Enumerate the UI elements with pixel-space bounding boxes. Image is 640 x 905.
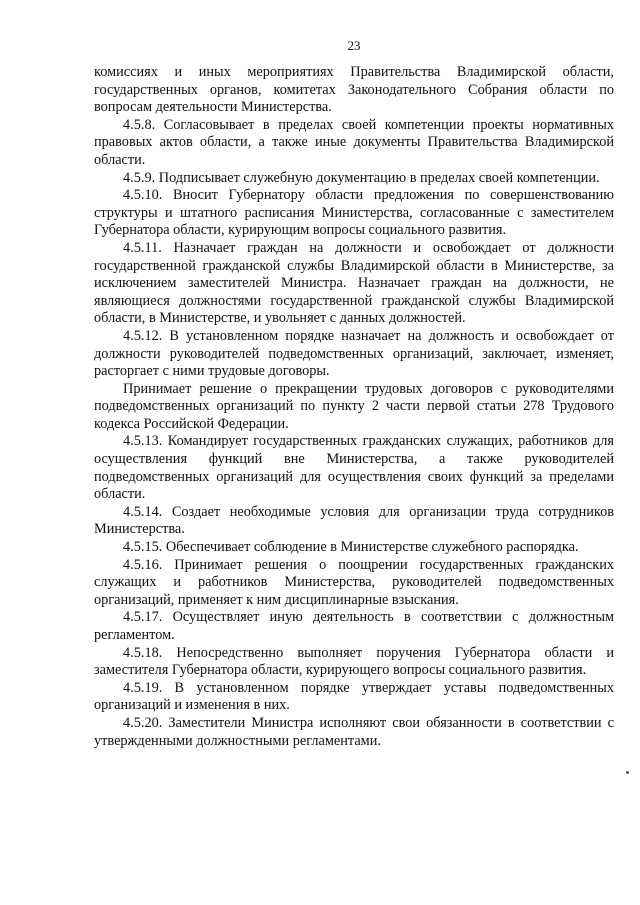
paragraph-4-5-14: 4.5.14. Создает необходимые условия для организации труда сотрудников Министерства. [94, 503, 614, 538]
paragraph-4-5-18: 4.5.18. Непосредственно выполняет поручения Губернатора области и заместителя Губернатора области, курирующего вопросы социального развития. [94, 644, 614, 679]
paragraph-4-5-19: 4.5.19. В установленном порядке утверждает уставы подведомственных организаций и изменения в них. [94, 679, 614, 714]
paragraph-4-5-8: 4.5.8. Согласовывает в пределах своей компетенции проекты нормативных правовых актов области, а также иные документы Правительства Владимирской области. [94, 116, 614, 168]
paragraph-4-5-10: 4.5.10. Вносит Губернатору области предложения по совершенствованию структуры и штатного расписания Министерства, согласованные с заместителем Губернатора области, курирующим вопросы социального развития. [94, 187, 614, 239]
paragraph-4-5-20: 4.5.20. Заместители Министра исполняют свои обязанности в соответствии с утвержденными должностными регламентами. [94, 714, 614, 749]
paragraph-continuation: комиссиях и иных мероприятиях Правительства Владимирской области, государственных органов, комитетах Законодательного Собрания области по вопросам деятельности Министерства. [94, 64, 614, 116]
paragraph-4-5-11: 4.5.11. Назначает граждан на должности и освобождает от должности государственной гражданской службы Владимирской области в Министерстве, за исключением заместителей Министра. Назначает граждан на должности, не являющиеся должностями государственной гражданской службы Владимирской области, в Министерстве, и увольняет с данных должностей. [94, 239, 614, 327]
paragraph-4-5-12-termination: Принимает решение о прекращении трудовых договоров с руководителями подведомственных организаций по пункту 2 части первой статьи 278 Трудового кодекса Российской Федерации. [94, 380, 614, 432]
paragraph-4-5-12: 4.5.12. В установленном порядке назначает на должность и освобождает от должности руководителей подведомственных организаций, заключает, изменяет, расторгает с ними трудовые договоры. [94, 327, 614, 380]
paragraph-4-5-9: 4.5.9. Подписывает служебную документацию в пределах своей компетенции. [123, 169, 600, 186]
paragraph-4-5-17: 4.5.17. Осуществляет иную деятельность в соответствии с должностным регламентом. [94, 609, 614, 643]
paragraph-4-5-15: 4.5.15. Обеспечивает соблюдение в Министерстве служебного распорядка. [123, 539, 579, 556]
page-number: 23 [347, 38, 361, 53]
paragraph-4-5-16: 4.5.16. Принимает решения о поощрении государственных гражданских служащих и работников Министерства, руководителей подведомственных организаций, применяет к ним дисциплинарные взыскания. [94, 556, 614, 608]
scan-speck [626, 771, 629, 774]
paragraph-4-5-13: 4.5.13. Командирует государственных гражданских служащих, работников для осуществления функций вне Министерства, а также руководителей подведомственных организаций для осуществления своих функций за пределами области. [94, 433, 614, 503]
document-page [94, 38, 614, 750]
